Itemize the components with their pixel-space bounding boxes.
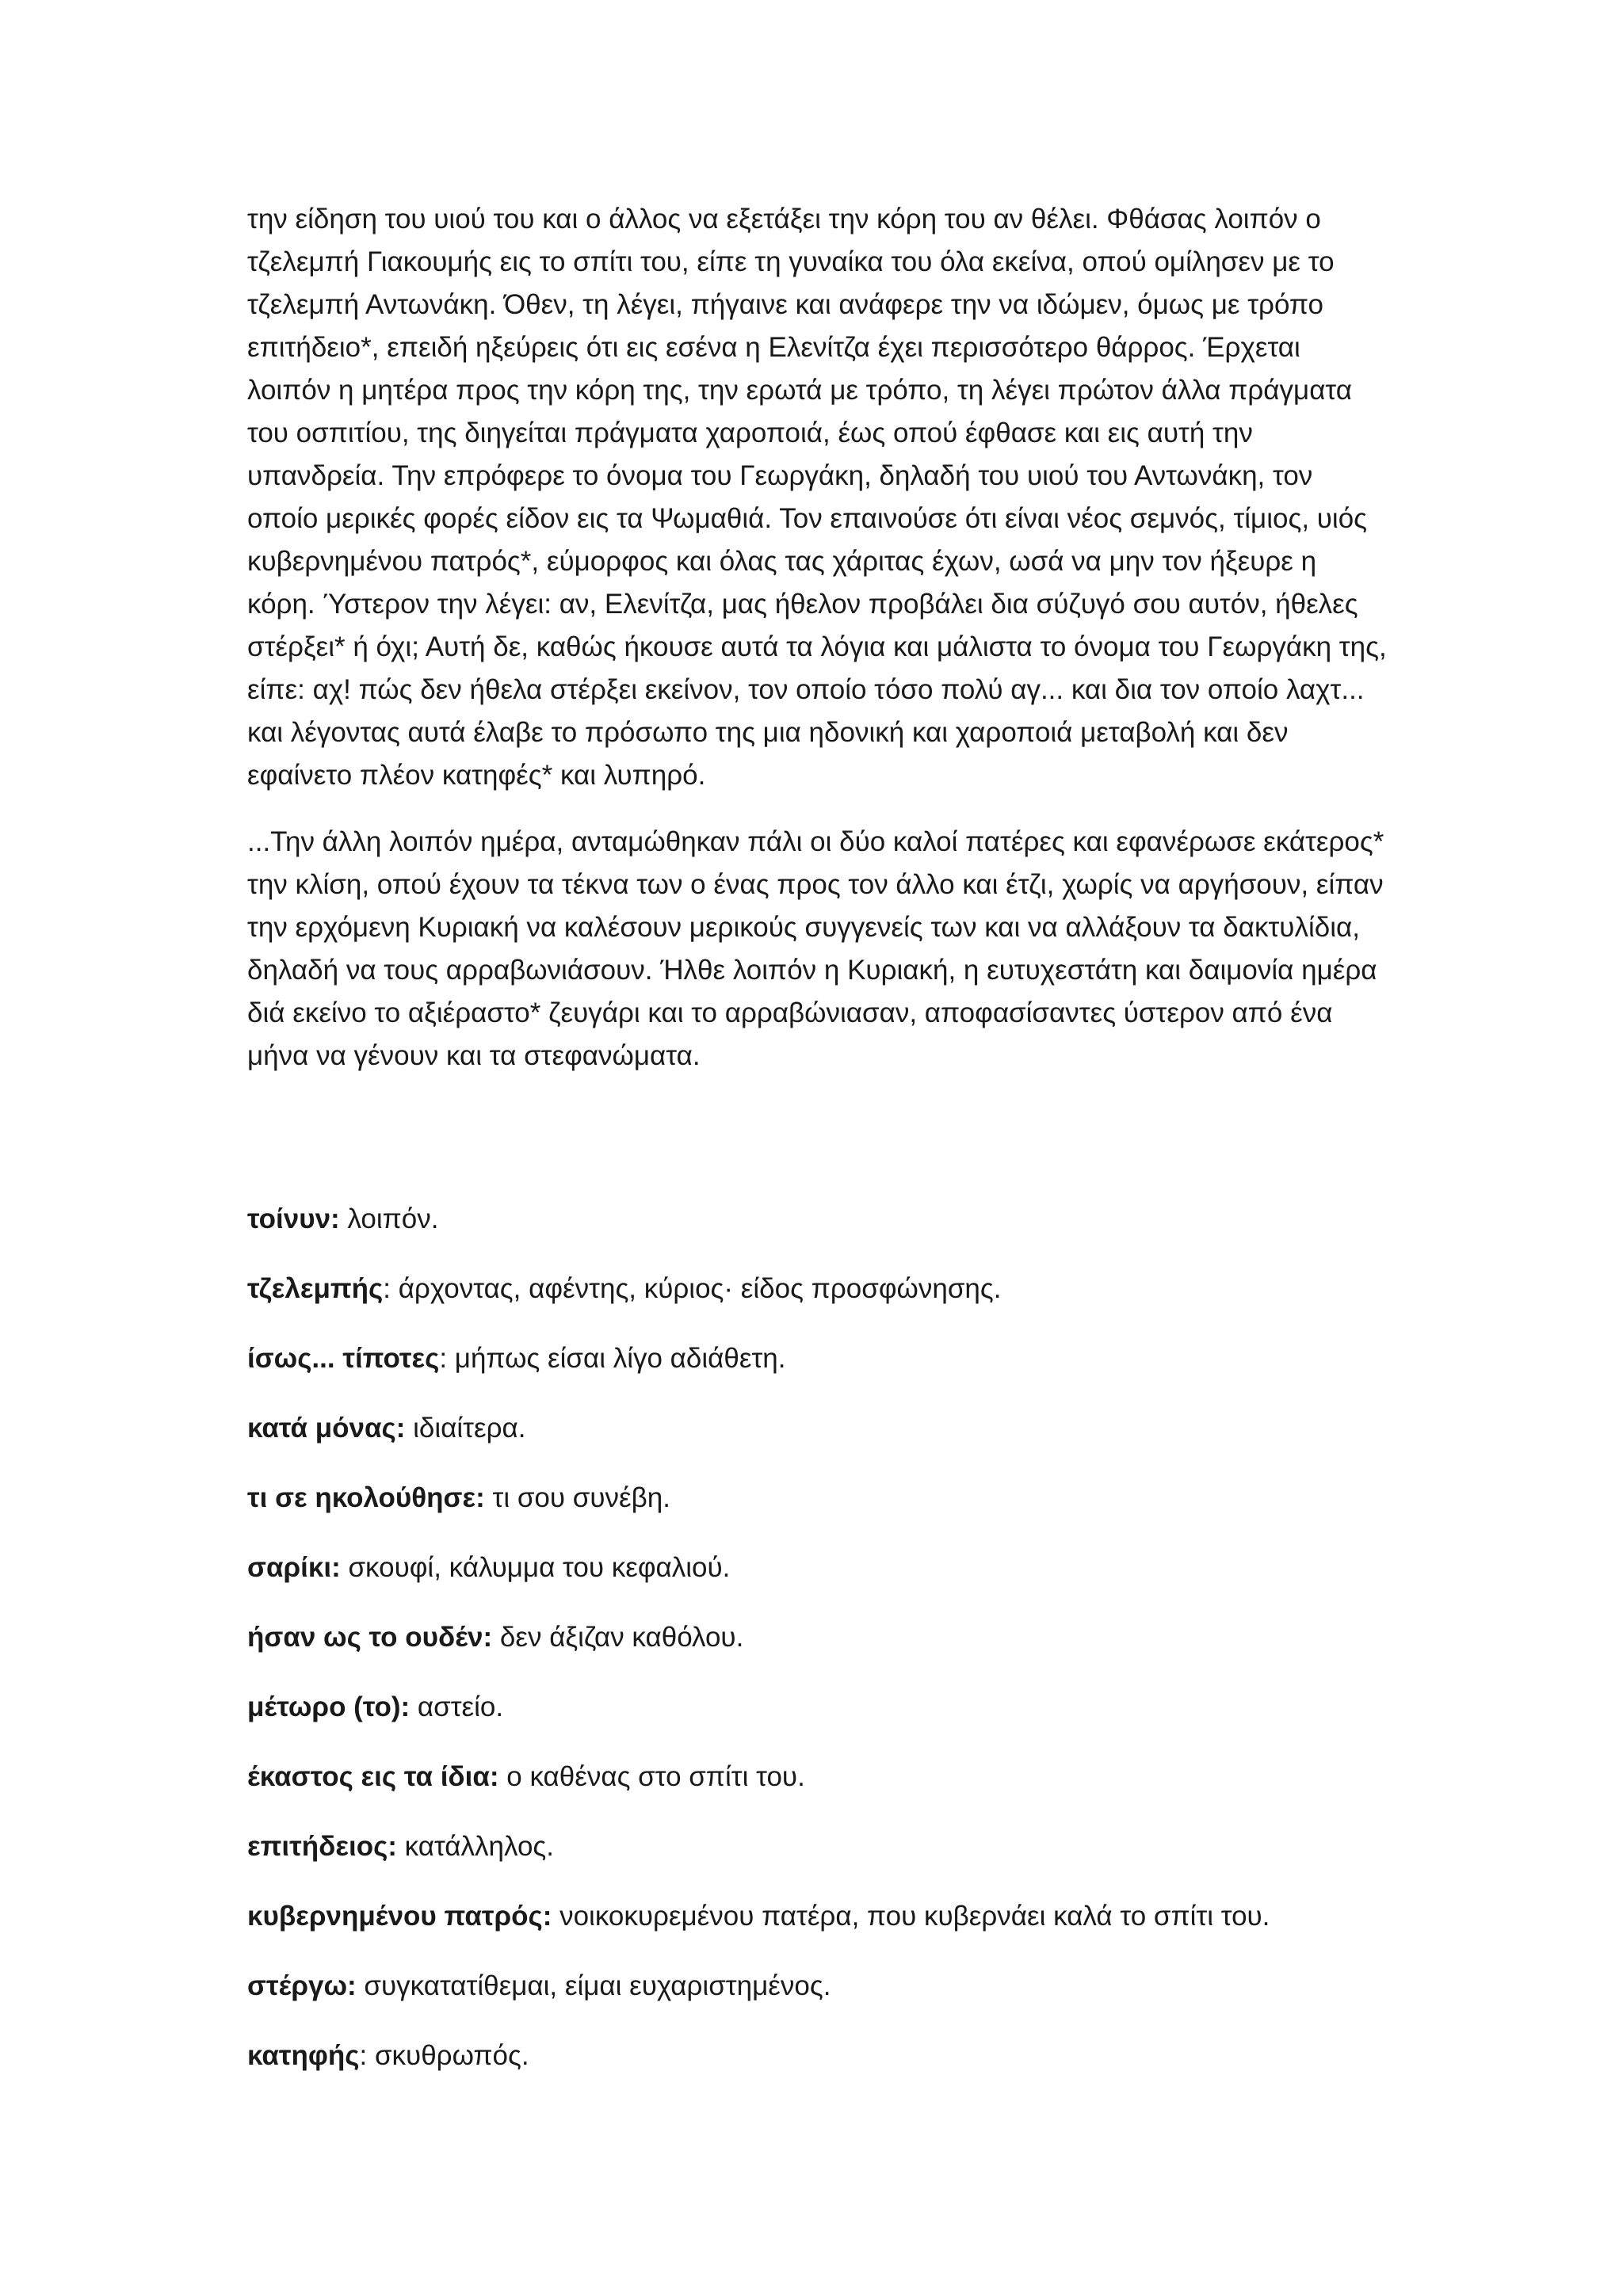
document-page (247, 198, 1388, 2104)
glossary-definition: ιδιαίτερα. (405, 1413, 526, 1444)
glossary-term: μέτωρο (το): (247, 1691, 411, 1722)
glossary-definition: : σκυθρωπός. (359, 2040, 529, 2071)
glossary-definition: ο καθένας στο σπίτι του. (498, 1761, 805, 1792)
glossary-term: επιτήδειος: (247, 1831, 397, 1862)
glossary-term: τι σε ηκολούθησε: (247, 1482, 485, 1513)
body-paragraph: ...Την άλλη λοιπόν ημέρα, ανταμώθηκαν πάλι οι δύο καλοί πατέρες και εφανέρωσε εκάτερος* την κλίση, οπού έχουν τα τέκνα των ο ένας προς τον άλλο και έτζι, χωρίς να αργήσουν, είπαν την ερχόμενη Κυριακή να καλέσουν μερικούς συγγενείς των και να αλλάξουν τα δακτυλίδια, δηλαδή να τους αρραβωνιάσουν. Ήλθε λοιπόν η Κυριακή, η ευτυχεστάτη και δαιμονία ημέρα διά εκείνο το αξιέραστο* ζευγάρι και το αρραβώνιασαν, αποφασίσαντες ύστερον από ένα μήνα να γένουν και τα στεφανώματα. (247, 826, 1384, 1071)
glossary-entry (247, 1407, 1388, 1450)
glossary-definition: συγκατατίθεμαι, είμαι ευχαριστημένος. (356, 1970, 831, 2001)
body-paragraph: την είδηση του υιού του και ο άλλος να εξετάξει την κόρη του αν θέλει. Φθάσας λοιπόν ο τζελεμπή Γιακουμής εις το σπίτι του, είπε τη γυναίκα του όλα εκείνα, οπού ομίλησεν με το τζελεμπή Αντωνάκη. Όθεν, τη λέγει, πήγαινε και ανάφερε την να ιδώμεν, όμως με τρόπο επιτήδειο*, επειδή ηξεύρεις ότι εις εσένα η Ελενίτζα έχει περισσότερο θάρρος. Έρχεται λοιπόν η μητέρα προς την κόρη της, την ερωτά με τρόπο, τη λέγει πρώτον άλλα πράγματα του οσπιτίου, της διηγείται πράγματα χαροποιά, έως οπού έφθασε και εις αυτή την υπανδρεία. Την επρόφερε το όνομα του Γεωργάκη, δηλαδή του υιού του Αντωνάκη, τον οποίο μερικές φορές είδον εις τα Ψωμαθιά. Τον επαινούσε ότι είναι νέος σεμνός, τίμιος, υιός κυβερνημένου πατρός*, εύμορφος και όλας τας χάριτας έχων, ωσά να μην τον ήξευρε η κόρη. Ύστερον την λέγει: αν, Ελενίτζα, μας ήθελον προβάλει δια σύζυγό σου αυτόν, ήθελες στέρξει* ή όχι; Αυτή δε, καθώς ήκουσε αυτά τα λόγια και μάλιστα το όνομα του Γεωργάκη της, είπε: αχ! πώς δεν ήθελα στέρξει εκείνον, τον οποίο τόσο πολύ αγ... και δια τον οποίο λαχτ... και λέγοντας αυτά έλαβε το πρόσωπο της μια ηδονική και χαροποιά μεταβολή και δεν εφαίνετο πλέον κατηφές* και λυπηρό. (247, 204, 1387, 791)
glossary-entry (247, 1477, 1388, 1520)
glossary-entry (247, 1825, 1388, 1868)
glossary-term: τοίνυν: (247, 1203, 340, 1234)
glossary-definition: νοικοκυρεμένου πατέρα, που κυβερνάει καλά το σπίτι του. (552, 1901, 1270, 1932)
glossary (247, 1198, 1388, 2077)
glossary-entry (247, 1965, 1388, 2008)
glossary-definition: αστείο. (410, 1691, 504, 1722)
glossary-term: στέργω: (247, 1970, 357, 2001)
glossary-entry (247, 1198, 1388, 1241)
glossary-term: κυβερνημένου πατρός: (247, 1901, 552, 1932)
glossary-definition: : μήπως είσαι λίγο αδιάθετη. (439, 1343, 786, 1374)
glossary-term: κατηφής (247, 2040, 360, 2071)
glossary-definition: τι σου συνέβη. (484, 1482, 670, 1513)
glossary-definition: : άρχοντας, αφέντης, κύριος· είδος προσφώνησης. (383, 1273, 1002, 1304)
glossary-entry (247, 1895, 1388, 1938)
glossary-definition: σκουφί, κάλυμμα του κεφαλιού. (340, 1552, 731, 1583)
glossary-entry (247, 1616, 1388, 1659)
glossary-entry (247, 1686, 1388, 1729)
glossary-term: τζελεμπής (247, 1273, 384, 1304)
glossary-definition: κατάλληλος. (396, 1831, 555, 1862)
glossary-entry (247, 2035, 1388, 2077)
glossary-term: έκαστος εις τα ίδια: (247, 1761, 499, 1792)
glossary-term: σαρίκι: (247, 1552, 341, 1583)
glossary-definition: δεν άξιζαν καθόλου. (492, 1622, 744, 1653)
glossary-entry (247, 1756, 1388, 1798)
glossary-entry (247, 1337, 1388, 1380)
glossary-term: ίσως... τίποτες (247, 1343, 440, 1374)
glossary-entry (247, 1547, 1388, 1589)
glossary-term: ήσαν ως το ουδέν: (247, 1622, 493, 1653)
glossary-definition: λοιπόν. (339, 1203, 439, 1234)
glossary-term: κατά μόνας: (247, 1413, 406, 1444)
glossary-entry (247, 1268, 1388, 1310)
